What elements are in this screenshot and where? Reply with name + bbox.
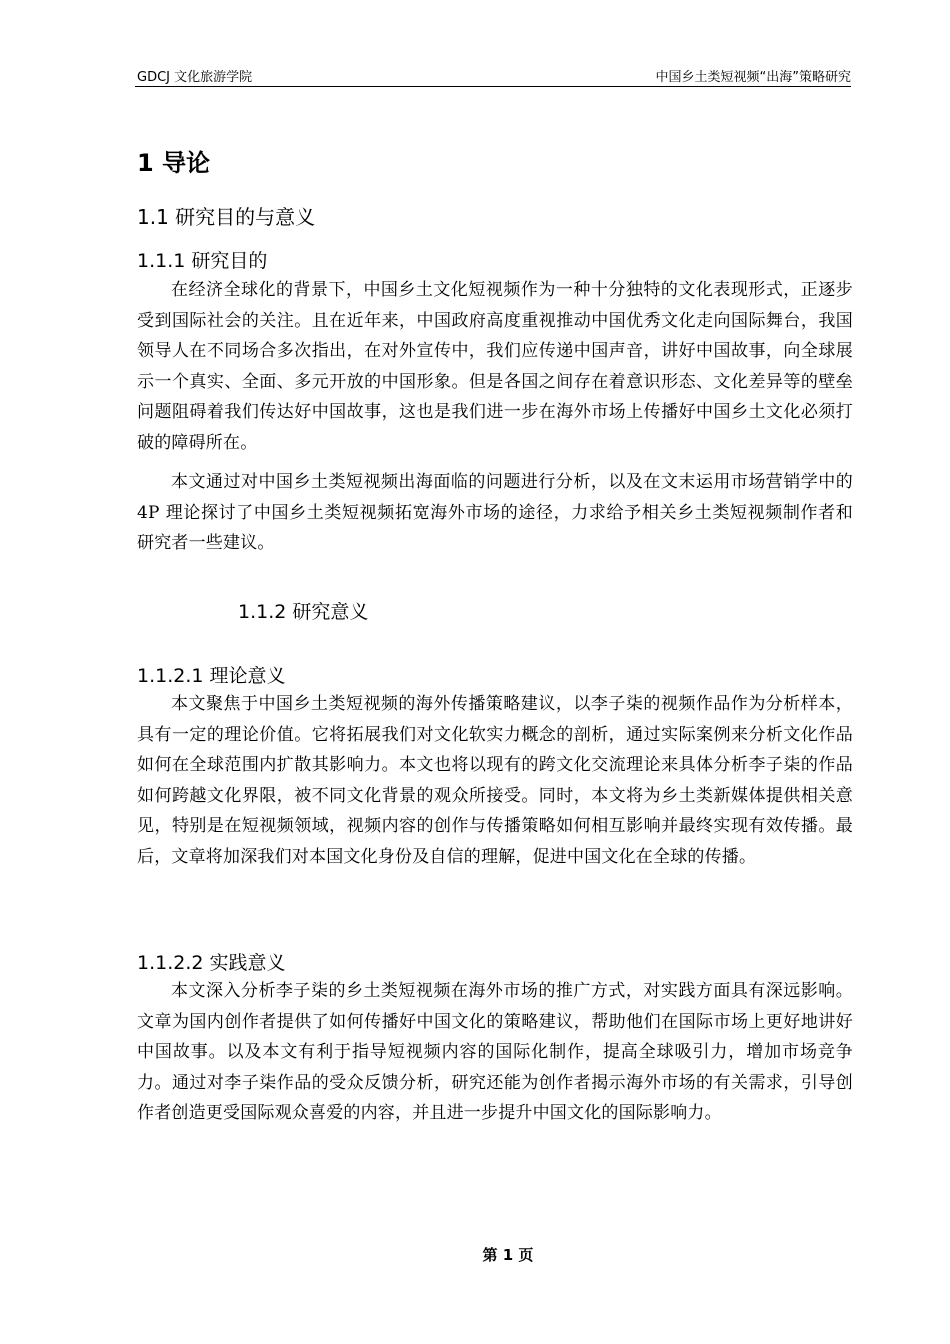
section-heading-1-1-2: 1.1.2 研究意义 [238, 601, 369, 623]
page-number: 第 1 页 [482, 1246, 534, 1264]
section-heading-1-1: 1.1 研究目的与意义 [137, 205, 316, 229]
body-paragraph: 在经济全球化的背景下，中国乡土文化短视频作为一种十分独特的文化表现形式，正逐步受到国际社会的关注。且在近年来，中国政府高度重视推动中国优秀文化走向国际舞台，我国领导人在不同场合多次指出，在对外宣传中，我们应传递中国声音，讲好中国故事，向全球展示一个真实、全面、多元开放的中国形象。但是各国之间存在着意识形态、文化差异等的壁垒问题阻碍着我们传达好中国故事，这也是我们进一步在海外市场上传播好中国乡土文化必须打破的障碍所在。 [137, 280, 853, 453]
section-heading-1-1-2-2: 1.1.2.2 实践意义 [137, 952, 286, 974]
body-paragraph: 本文深入分析李子柒的乡土类短视频在海外市场的推广方式，对实践方面具有深远影响。文章为国内创作者提供了如何传播好中国文化的策略建议，帮助他们在国际市场上更好地讲好中国故事。以及本文有利于指导短视频内容的国际化制作，提高全球吸引力，增加市场竞争力。通过对李子柒作品的受众反馈分析，研究还能为创作者揭示海外市场的有关需求，引导创作者创造更受国际观众喜爱的内容，并且进一步提升中国文化的国际影响力。 [137, 981, 853, 1123]
page-header-right: 中国乡土类短视频“出海”策略研究 [655, 70, 851, 85]
body-paragraph: 本文聚焦于中国乡土类短视频的海外传播策略建议，以李子柒的视频作品作为分析样本，具有一定的理论价值。它将拓展我们对文化软实力概念的剖析，通过实际案例来分析文化作品如何在全球范围内扩散其影响力。本文也将以现有的跨文化交流理论来具体分析李子柒的作品如何跨越文化界限，被不同文化背景的观众所接受。同时，本文将为乡土类新媒体提供相关意见，特别是在短视频领域，视频内容的创作与传播策略如何相互影响并最终实现有效传播。最后，文章将加深我们对本国文化身份及自信的理解，促进中国文化在全球的传播。 [137, 694, 853, 867]
section-heading-1-1-2-1: 1.1.2.1 理论意义 [137, 665, 286, 687]
body-paragraph: 本文通过对中国乡土类短视频出海面临的问题进行分析，以及在文末运用市场营销学中的 4P 理论探讨了中国乡土类短视频拓宽海外市场的途径，力求给予相关乡土类短视频制作者和研究者一些建议。 [137, 472, 853, 553]
page-header-left: GDCJ 文化旅游学院 [137, 70, 253, 85]
header-divider [135, 86, 851, 87]
chapter-title: 1 导论 [137, 149, 211, 177]
section-heading-1-1-1: 1.1.1 研究目的 [137, 250, 268, 272]
